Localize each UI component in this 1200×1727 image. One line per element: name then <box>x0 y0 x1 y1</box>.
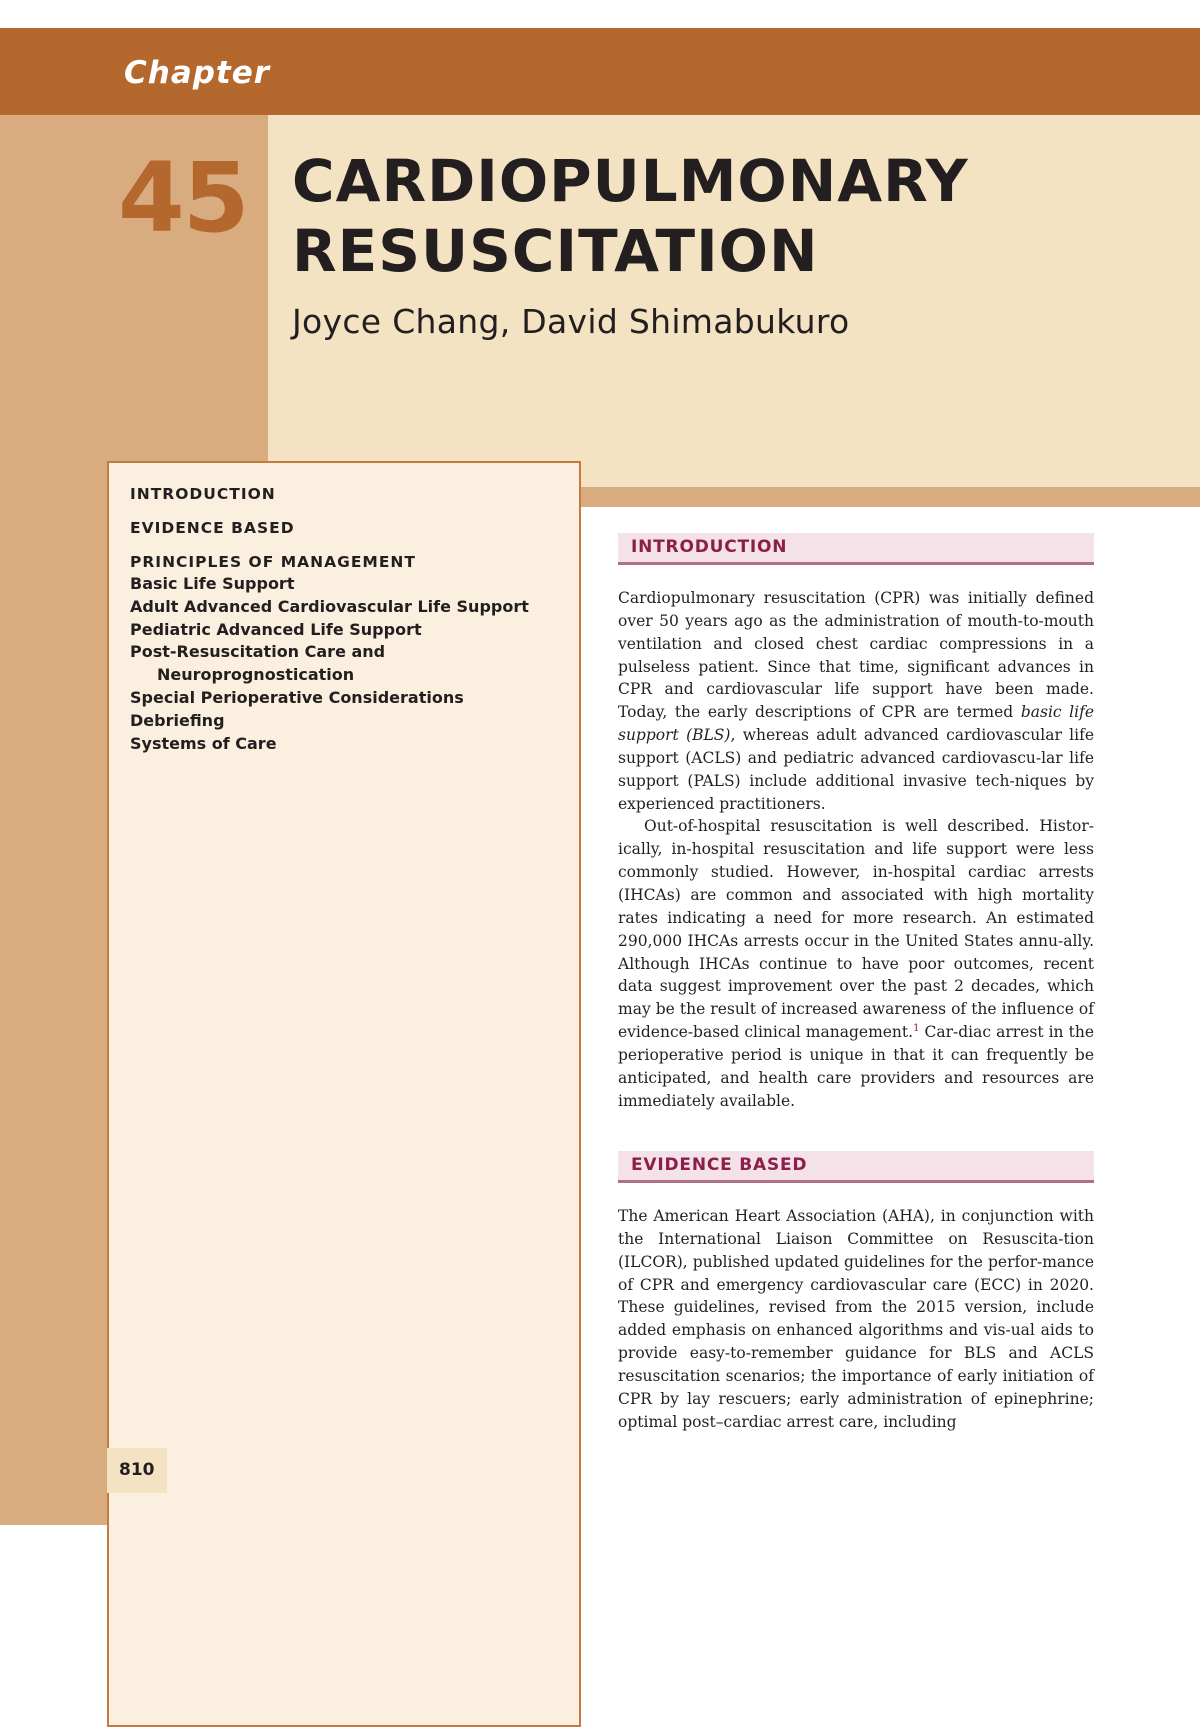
divider-strip <box>580 487 1200 507</box>
outline-item[interactable]: Neuroprognostication <box>157 665 355 685</box>
outline-item[interactable]: PRINCIPLES OF MANAGEMENT <box>130 553 416 571</box>
text-run: , whereas adult advanced cardiovascular life support (ACLS) and pediatric advanced cardiovascu-lar life support (PALS) include additional invasive tech-niques by experienced practitioners. <box>618 726 1094 813</box>
paragraph <box>618 587 1094 815</box>
text-run: Car-diac arrest in the perioperative period is unique in that it can frequently be anticipated, and health care providers and resources are immediately available. <box>618 1023 1094 1110</box>
chapter-outline <box>130 483 570 755</box>
text-run: Out-of-hospital resuscitation is well described. Histor-ically, in-hospital resuscitation and life support were less commonly studied. However, in-hospital cardiac arrests (IHCAs) are common and associated with high mortality rates indicating a need for more research. An estimated 290,000 IHCAs arrests occur in the United States annu-ally. Although IHCAs continue to have poor outcomes, recent data suggest improvement over the past 2 decades, which may be the result of increased awareness of the influence of evidence-based clinical management. <box>618 817 1094 1042</box>
outline-item[interactable]: EVIDENCE BASED <box>130 519 295 537</box>
chapter-title-line: CARDIOPULMONARY <box>292 147 969 215</box>
outline-item[interactable]: Pediatric Advanced Life Support <box>130 619 422 639</box>
section-heading-text: EVIDENCE BASED <box>631 1155 808 1175</box>
outline-item[interactable]: Debriefing <box>130 710 225 730</box>
outline-item[interactable]: Special Perioperative Considerations <box>130 687 464 707</box>
chapter-title-line: RESUSCITATION <box>292 217 819 285</box>
section-heading-introduction <box>618 533 1094 565</box>
section-heading-text: INTRODUCTION <box>631 537 788 557</box>
outline-item[interactable]: Post-Resuscitation Care and <box>130 642 386 662</box>
paragraph <box>618 815 1094 1112</box>
outline-item[interactable]: Systems of Care <box>130 733 277 753</box>
chapter-title <box>292 146 1172 286</box>
outline-item[interactable]: Adult Advanced Cardiovascular Life Support <box>130 596 529 616</box>
chapter-label: Chapter <box>124 55 271 91</box>
paragraph: The American Heart Association (AHA), in conjunction with the International Liaison Committee on Resuscita-tion (ILCOR), published updated guidelines for the perfor-mance of CPR and emergency cardiovascular care (ECC) in 2020. These guidelines, revised from the 2015 version, include added emphasis on enhanced algorithms and vis-ual aids to provide easy-to-remember guidance for BLS and ACLS resuscitation scenarios; the importance of early initiation of CPR by lay rescuers; early administration of epinephrine; optimal post–cardiac arrest care, including <box>618 1207 1094 1431</box>
reference-marker[interactable]: 1 <box>913 1022 920 1034</box>
outline-item[interactable]: Basic Life Support <box>130 574 295 593</box>
chapter-authors: Joyce Chang, David Shimabukuro <box>292 302 850 341</box>
outline-item[interactable]: INTRODUCTION <box>130 485 276 503</box>
italic-term: basic life support (BLS) <box>618 703 1094 745</box>
section-heading-evidence-based <box>618 1151 1094 1183</box>
page-number: 810 <box>119 1460 155 1480</box>
evidence-based-body <box>618 1205 1094 1433</box>
chapter-number: 45 <box>118 142 248 254</box>
text-run: Cardiopulmonary resuscitation (CPR) was initially defined over 50 years ago as the administration of mouth-to-mouth ventilation and closed chest cardiac compressions in a pulseless patient. Since that time, significant advances in CPR and cardiovascular life support have been made. Today, the early descriptions of CPR are termed <box>618 589 1094 722</box>
introduction-body <box>618 587 1094 1112</box>
